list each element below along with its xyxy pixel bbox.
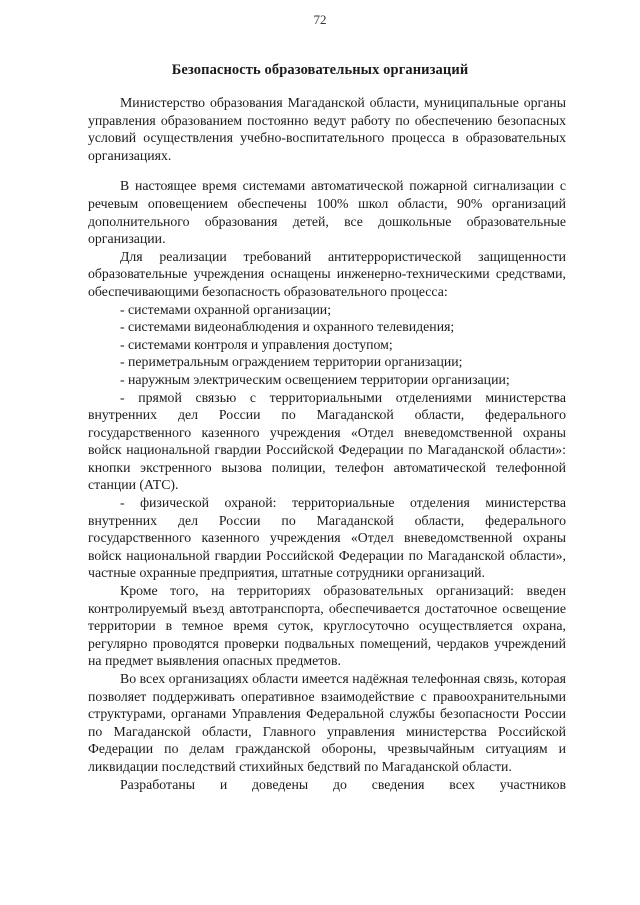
paragraph-ministry-work: Министерство образования Магаданской области, муниципальные органы управления образованием постоянно ведут работу по обеспечению безопасных условий осуществления учебно-воспитательного процесса в образовательных организациях. (88, 95, 566, 163)
paragraph-antiterror-requirements: Для реализации требований антитеррористической защищенности образовательные учреждения оснащены инженерно-техническими средствами, обеспечивающими безопасность образовательного процесса: (88, 248, 566, 299)
document-body (88, 94, 566, 793)
list-item: - физической охраной: территориальные отделения министерства внутренних дел России по Магаданской области, федерального государственного казенного учреждения «Отдел вневедомственной охраны войск национальной гвардии Российской Федерации по Магаданской области», частные охранные предприятия, штатные сотрудники организаций. (88, 495, 566, 581)
list-item: - системами видеонаблюдения и охранного телевидения; (120, 319, 455, 335)
list-item: - наружным электрическим освещением территории организации; (120, 371, 510, 387)
paragraph-territory-measures: Кроме того, на территориях образовательных организаций: введен контролируемый въезд автотранспорта, обеспечивается достаточное освещение территории в темное время суток, круглосуточно осуществляется охрана, регулярно проводятся проверки подвальных помещений, чердаков учреждений на предмет выявления опасных предметов. (88, 583, 566, 669)
list-item: - прямой связью с территориальными отделениями министерства внутренних дел России по Магаданской области, федерального государственного казенного учреждения «Отдел вневедомственной охраны войск национальной гвардии Российской Федерации по Магаданской области»: кнопки экстренного вызова полиции, телефон автоматической телефонной станции (АТС). (88, 389, 566, 493)
list-item: - периметральным ограждением территории организации; (120, 354, 463, 370)
paragraph-telephone-communication: Во всех организациях области имеется надёжная телефонная связь, которая позволяет поддерживать оперативное взаимодействие с правоохранительными структурами, органами Управления Федеральной службы безопасности России по Магаданской области, Главного управления министерства Российской Федерации по делам гражданской обороны, чрезвычайным ситуациям и ликвидации последствий стихийных бедствий по Магаданской области. (88, 671, 566, 774)
list-item: - системами охранной организации; (120, 301, 332, 317)
paragraph-fire-alarm: В настоящее время системами автоматической пожарной сигнализации с речевым оповещением обеспечены 100% школ области, 90% организаций дополнительного образования детей, все дошкольные образовательные организации. (88, 178, 566, 247)
section-title: Безопасность образовательных организаций (171, 62, 469, 78)
list-item: - системами контроля и управления доступом; (120, 336, 393, 352)
paragraph-developed-continuation: Разработаны и доведены до сведения всех участников (120, 776, 566, 792)
security-means-list (88, 301, 566, 583)
page-number: 72 (313, 12, 327, 27)
